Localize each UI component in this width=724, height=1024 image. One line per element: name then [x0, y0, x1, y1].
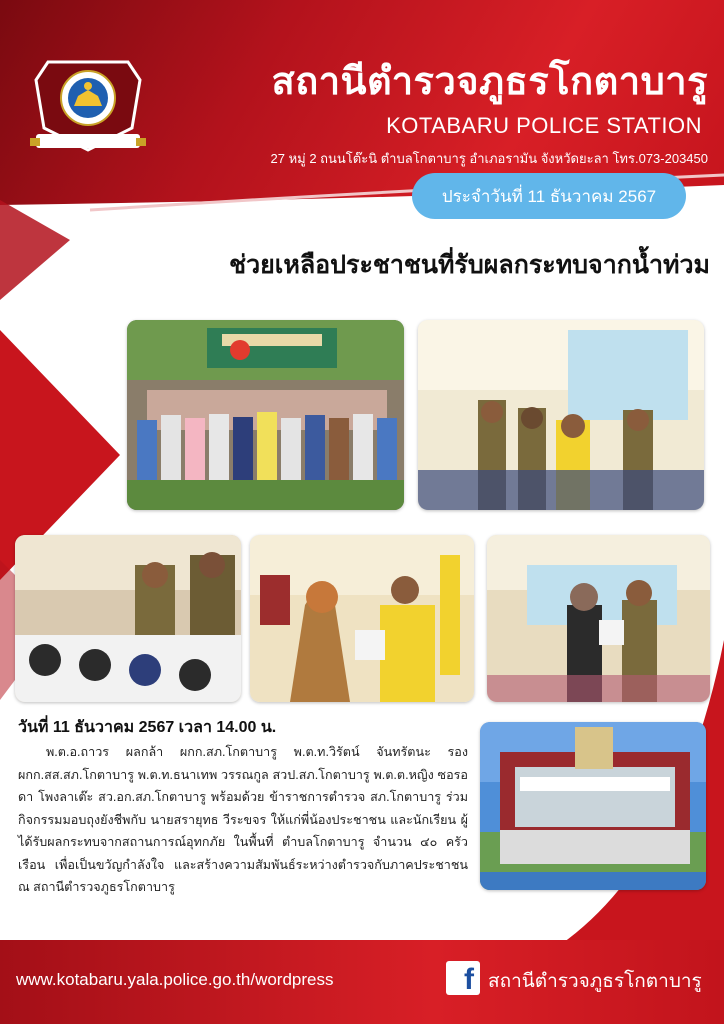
photo-officer-children	[15, 535, 241, 702]
article-body: พ.ต.อ.ถาวร ผลกล้า ผกก.สภ.โกตาบารู พ.ต.ท.วิรัตน์ จันทรัตนะ รอง ผกก.สส.สภ.โกตาบารู พ.ต.ท.ธนาเทพ วรรณกูล สวป.สภ.โกตาบารู พ.ต.ต.หญิง ซอรอดา โพงลาเต๊ะ สว.อก.สภ.โกตาบารู พร้อมด้วย ข้าราชการตำรวจ สภ.โกตาบารู ร่วมกิจกรรมมอบถุงยังชีพกับ นายสรายุทธ วีระขจร ให้แก่พี่น้องประชาชน และนักเรียน ผู้ได้รับผลกระทบจากสถานการณ์อุทกภัย ในพื้นที่ ตำบลโกตาบารู จำนวน ๔๐ ครัวเรือน เพื่อเป็นขวัญกำลังใจ และสร้างความสัมพันธ์ระหว่างตำรวจกับภาคประชาชน ณ สถานีตำรวจภูธรโกตาบารู	[18, 745, 468, 894]
station-title-english: KOTABARU POLICE STATION	[386, 113, 702, 138]
police-badge-icon	[28, 50, 148, 160]
facebook-icon[interactable]: f	[446, 961, 480, 995]
facebook-page-name[interactable]: สถานีตำรวจภูธรโกตาบารู	[488, 971, 702, 992]
photo-handing-gift	[250, 535, 474, 702]
station-title-thai: สถานีตำรวจภูธรโกตาบารู	[271, 61, 708, 103]
photo-officer-villager	[487, 535, 710, 702]
date-badge: ประจำวันที่ 11 ธันวาคม 2567	[412, 173, 686, 219]
photo-group-ceremony	[127, 320, 404, 510]
station-address: 27 หมู่ 2 ถนนโต๊ะนิ ตำบลโกตาบารู อำเภอรามัน จังหวัดยะลา โทร.073-203450	[270, 151, 708, 166]
photo-officers-speaking	[418, 320, 704, 510]
article-headline: ช่วยเหลือประชาชนที่รับผลกระทบจากน้ำท่วม	[229, 251, 710, 279]
website-link[interactable]: www.kotabaru.yala.police.go.th/wordpress	[16, 970, 334, 989]
photo-station-group	[480, 722, 706, 890]
event-date-time: วันที่ 11 ธันวาคม 2567 เวลา 14.00 น.	[18, 719, 277, 736]
police-logo	[28, 50, 148, 160]
